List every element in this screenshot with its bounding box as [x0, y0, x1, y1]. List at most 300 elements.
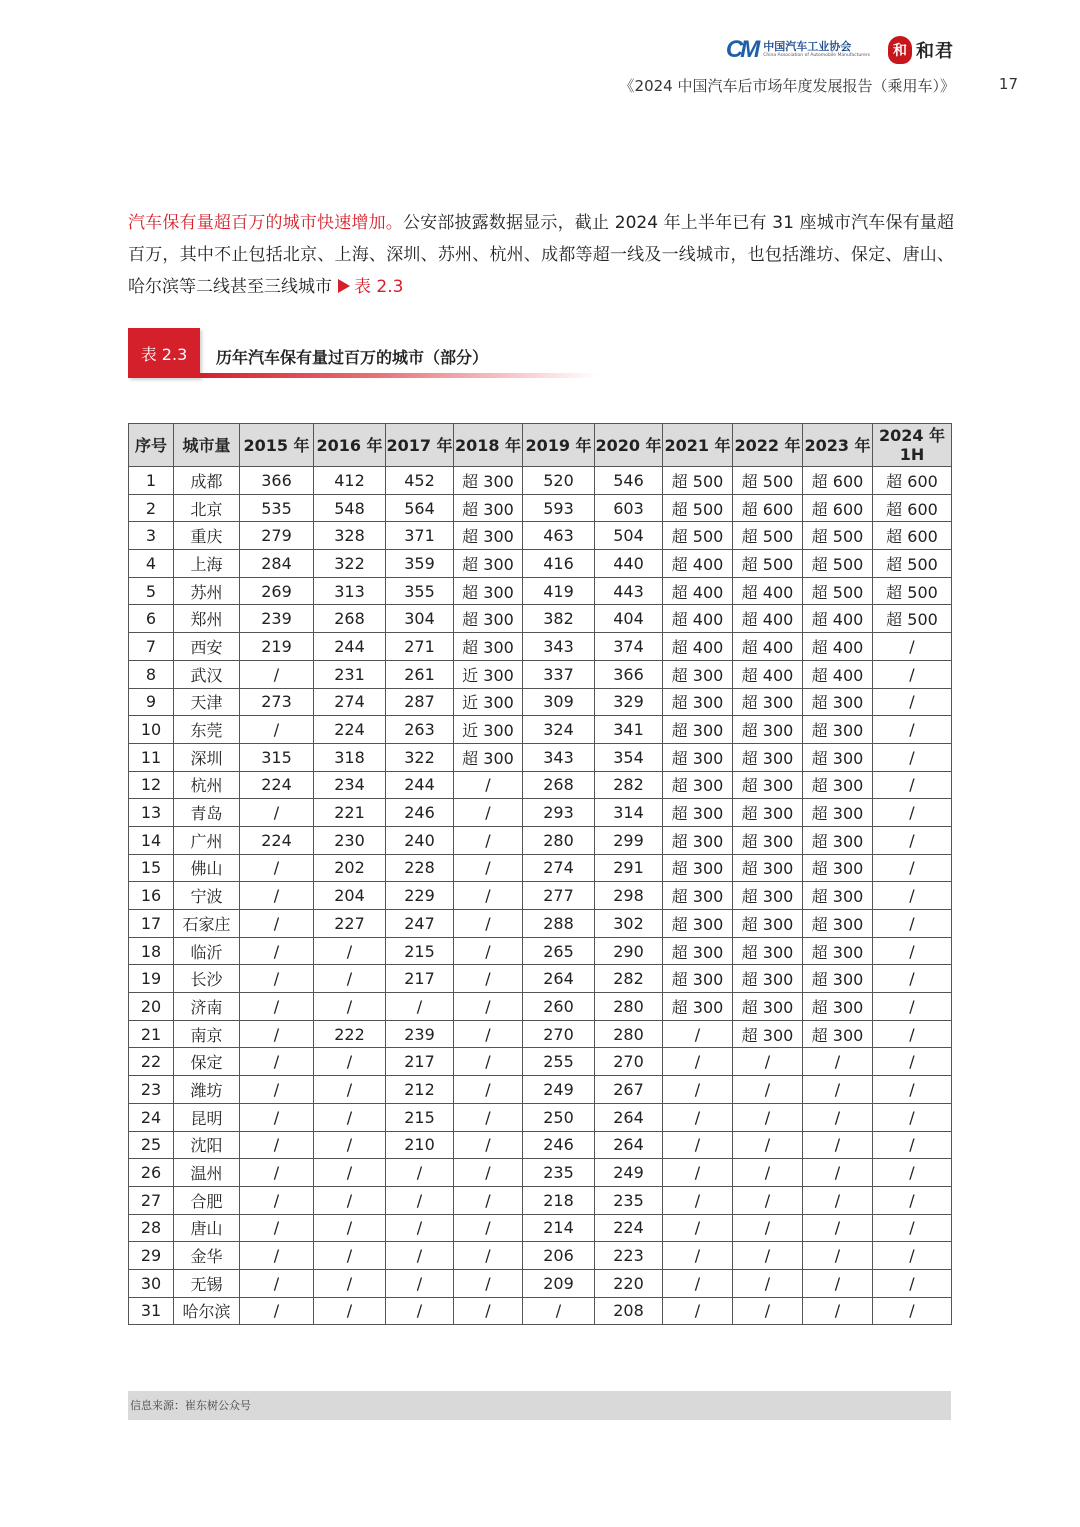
- value-cell: 近 300: [454, 716, 523, 744]
- value-cell: 416: [523, 550, 595, 578]
- value-cell: /: [733, 1048, 803, 1076]
- value-cell: 240: [386, 826, 454, 854]
- value-cell: 264: [595, 1131, 663, 1159]
- row-index-cell: 23: [129, 1076, 174, 1104]
- value-cell: 593: [523, 494, 595, 522]
- value-cell: /: [454, 1269, 523, 1297]
- value-cell: /: [454, 1048, 523, 1076]
- value-cell: 超 400: [803, 605, 873, 633]
- value-cell: 274: [523, 854, 595, 882]
- caam-logo-mark: CM: [725, 36, 758, 63]
- row-index-cell: 24: [129, 1103, 174, 1131]
- value-cell: 超 300: [803, 965, 873, 993]
- value-cell: /: [240, 799, 314, 827]
- table-row: [129, 550, 952, 578]
- value-cell: 314: [595, 799, 663, 827]
- value-cell: 504: [595, 522, 663, 550]
- value-cell: /: [454, 965, 523, 993]
- value-cell: /: [454, 826, 523, 854]
- city-cell: 潍坊: [174, 1076, 240, 1104]
- value-cell: 244: [386, 771, 454, 799]
- value-cell: 366: [240, 467, 314, 495]
- value-cell: /: [873, 633, 952, 661]
- value-cell: /: [523, 1297, 595, 1325]
- value-cell: 超 400: [733, 577, 803, 605]
- value-cell: /: [733, 1076, 803, 1104]
- value-cell: /: [240, 1048, 314, 1076]
- value-cell: /: [454, 1103, 523, 1131]
- table-row: [129, 688, 952, 716]
- value-cell: 204: [314, 882, 386, 910]
- value-cell: 535: [240, 494, 314, 522]
- source-bar: [128, 1391, 951, 1420]
- city-cell: 保定: [174, 1048, 240, 1076]
- value-cell: 超 400: [733, 660, 803, 688]
- value-cell: 221: [314, 799, 386, 827]
- value-cell: 322: [386, 743, 454, 771]
- value-cell: 超 500: [803, 577, 873, 605]
- value-cell: /: [663, 1159, 733, 1187]
- table-header-row: [129, 424, 952, 467]
- value-cell: 235: [595, 1186, 663, 1214]
- value-cell: /: [314, 1297, 386, 1325]
- row-index-cell: 6: [129, 605, 174, 633]
- value-cell: /: [386, 1214, 454, 1242]
- value-cell: /: [240, 660, 314, 688]
- value-cell: /: [240, 1242, 314, 1270]
- value-cell: /: [314, 1214, 386, 1242]
- value-cell: /: [873, 1131, 952, 1159]
- value-cell: 443: [595, 577, 663, 605]
- value-cell: 246: [523, 1131, 595, 1159]
- value-cell: 452: [386, 467, 454, 495]
- row-index-cell: 18: [129, 937, 174, 965]
- value-cell: /: [240, 1269, 314, 1297]
- value-cell: 322: [314, 550, 386, 578]
- table-row: [129, 522, 952, 550]
- value-cell: /: [386, 1269, 454, 1297]
- value-cell: 超 300: [803, 688, 873, 716]
- value-cell: 239: [240, 605, 314, 633]
- city-cell: 上海: [174, 550, 240, 578]
- value-cell: 超 300: [733, 910, 803, 938]
- row-index-cell: 28: [129, 1214, 174, 1242]
- city-cell: 郑州: [174, 605, 240, 633]
- value-cell: /: [386, 1159, 454, 1187]
- value-cell: 279: [240, 522, 314, 550]
- value-cell: 288: [523, 910, 595, 938]
- value-cell: 277: [523, 882, 595, 910]
- value-cell: 超 500: [803, 522, 873, 550]
- value-cell: 超 300: [803, 743, 873, 771]
- caam-logo-text: [763, 41, 870, 58]
- value-cell: 520: [523, 467, 595, 495]
- value-cell: 220: [595, 1269, 663, 1297]
- value-cell: /: [663, 1020, 733, 1048]
- value-cell: /: [240, 1159, 314, 1187]
- city-cell: 佛山: [174, 854, 240, 882]
- value-cell: 210: [386, 1131, 454, 1159]
- value-cell: /: [454, 799, 523, 827]
- value-cell: /: [240, 854, 314, 882]
- city-cell: 北京: [174, 494, 240, 522]
- value-cell: /: [873, 854, 952, 882]
- value-cell: 318: [314, 743, 386, 771]
- table-row: [129, 993, 952, 1021]
- value-cell: /: [240, 1186, 314, 1214]
- value-cell: /: [803, 1186, 873, 1214]
- value-cell: /: [240, 1214, 314, 1242]
- value-cell: 超 300: [803, 854, 873, 882]
- value-cell: 343: [523, 633, 595, 661]
- value-cell: 超 500: [873, 577, 952, 605]
- row-index-cell: 9: [129, 688, 174, 716]
- value-cell: /: [314, 1269, 386, 1297]
- value-cell: 超 500: [663, 522, 733, 550]
- value-cell: 309: [523, 688, 595, 716]
- table-row: [129, 1076, 952, 1104]
- value-cell: /: [386, 993, 454, 1021]
- table-row: [129, 854, 952, 882]
- value-cell: /: [240, 1131, 314, 1159]
- table-row: [129, 716, 952, 744]
- value-cell: /: [873, 1269, 952, 1297]
- value-cell: 超 400: [733, 633, 803, 661]
- value-cell: 超 300: [733, 771, 803, 799]
- city-cell: 临沂: [174, 937, 240, 965]
- value-cell: /: [803, 1103, 873, 1131]
- value-cell: 265: [523, 937, 595, 965]
- value-cell: /: [240, 1103, 314, 1131]
- column-header: 2023 年: [803, 424, 873, 467]
- value-cell: 超 300: [454, 494, 523, 522]
- value-cell: 超 300: [663, 910, 733, 938]
- value-cell: /: [240, 1020, 314, 1048]
- value-cell: 274: [314, 688, 386, 716]
- value-cell: 337: [523, 660, 595, 688]
- value-cell: /: [454, 771, 523, 799]
- value-cell: 355: [386, 577, 454, 605]
- value-cell: 超 500: [733, 550, 803, 578]
- value-cell: /: [733, 1297, 803, 1325]
- value-cell: /: [873, 1103, 952, 1131]
- value-cell: /: [314, 1048, 386, 1076]
- value-cell: 371: [386, 522, 454, 550]
- value-cell: 212: [386, 1076, 454, 1104]
- value-cell: 291: [595, 854, 663, 882]
- value-cell: /: [873, 937, 952, 965]
- value-cell: 328: [314, 522, 386, 550]
- value-cell: 超 300: [803, 771, 873, 799]
- value-cell: /: [873, 743, 952, 771]
- value-cell: 329: [595, 688, 663, 716]
- value-cell: 270: [595, 1048, 663, 1076]
- value-cell: /: [314, 965, 386, 993]
- value-cell: /: [803, 1159, 873, 1187]
- value-cell: 249: [595, 1159, 663, 1187]
- city-cell: 成都: [174, 467, 240, 495]
- table-row: [129, 633, 952, 661]
- value-cell: 564: [386, 494, 454, 522]
- value-cell: 超 300: [803, 993, 873, 1021]
- city-cell: 金华: [174, 1242, 240, 1270]
- city-cell: 广州: [174, 826, 240, 854]
- value-cell: 超 300: [454, 743, 523, 771]
- value-cell: 超 400: [733, 605, 803, 633]
- table-row: [129, 660, 952, 688]
- value-cell: 超 300: [803, 910, 873, 938]
- value-cell: 超 300: [733, 688, 803, 716]
- value-cell: 382: [523, 605, 595, 633]
- row-index-cell: 7: [129, 633, 174, 661]
- value-cell: 546: [595, 467, 663, 495]
- intro-body: 公安部披露数据显示，截止 2024 年上半年已有 31 座城市汽车保有量超百万，其中不止包括北京、上海、深圳、苏州、杭州、成都等超一线及一线城市，也包括潍坊、保定、唐山、哈尔滨等二线甚至三线城市: [128, 213, 954, 297]
- value-cell: 227: [314, 910, 386, 938]
- value-cell: /: [663, 1048, 733, 1076]
- value-cell: 222: [314, 1020, 386, 1048]
- value-cell: /: [873, 799, 952, 827]
- value-cell: /: [454, 1159, 523, 1187]
- value-cell: 224: [314, 716, 386, 744]
- value-cell: 302: [595, 910, 663, 938]
- table-reference: 表 2.3: [354, 277, 404, 297]
- value-cell: 超 600: [733, 494, 803, 522]
- column-header: 2021 年: [663, 424, 733, 467]
- value-cell: 603: [595, 494, 663, 522]
- table-row: [129, 1186, 952, 1214]
- row-index-cell: 8: [129, 660, 174, 688]
- value-cell: /: [803, 1269, 873, 1297]
- value-cell: 超 300: [803, 1020, 873, 1048]
- value-cell: /: [873, 1048, 952, 1076]
- value-cell: 超 300: [663, 688, 733, 716]
- column-header: 2020 年: [595, 424, 663, 467]
- value-cell: 298: [595, 882, 663, 910]
- value-cell: /: [240, 1297, 314, 1325]
- city-cell: 南京: [174, 1020, 240, 1048]
- value-cell: 206: [523, 1242, 595, 1270]
- value-cell: /: [454, 937, 523, 965]
- value-cell: /: [733, 1159, 803, 1187]
- value-cell: /: [663, 1269, 733, 1297]
- value-cell: 374: [595, 633, 663, 661]
- value-cell: 215: [386, 1103, 454, 1131]
- value-cell: 超 300: [663, 937, 733, 965]
- value-cell: 299: [595, 826, 663, 854]
- value-cell: 超 300: [733, 854, 803, 882]
- table-row: [129, 965, 952, 993]
- column-header: 2019 年: [523, 424, 595, 467]
- city-cell: 重庆: [174, 522, 240, 550]
- value-cell: 224: [240, 771, 314, 799]
- value-cell: /: [386, 1242, 454, 1270]
- triangle-arrow-icon: [338, 279, 350, 293]
- value-cell: 超 300: [803, 799, 873, 827]
- value-cell: 超 500: [873, 550, 952, 578]
- value-cell: /: [873, 771, 952, 799]
- value-cell: /: [873, 1076, 952, 1104]
- city-cell: 武汉: [174, 660, 240, 688]
- value-cell: /: [454, 1242, 523, 1270]
- value-cell: 343: [523, 743, 595, 771]
- value-cell: 超 400: [663, 633, 733, 661]
- value-cell: 404: [595, 605, 663, 633]
- value-cell: /: [873, 965, 952, 993]
- value-cell: 超 300: [733, 993, 803, 1021]
- value-cell: 202: [314, 854, 386, 882]
- value-cell: 208: [595, 1297, 663, 1325]
- value-cell: /: [873, 1214, 952, 1242]
- value-cell: 超 300: [803, 882, 873, 910]
- value-cell: 209: [523, 1269, 595, 1297]
- value-cell: 超 300: [733, 965, 803, 993]
- value-cell: 超 300: [733, 826, 803, 854]
- city-cell: 宁波: [174, 882, 240, 910]
- value-cell: 超 300: [733, 937, 803, 965]
- value-cell: /: [873, 1186, 952, 1214]
- value-cell: 超 300: [454, 633, 523, 661]
- value-cell: /: [663, 1076, 733, 1104]
- table-row: [129, 937, 952, 965]
- value-cell: 超 300: [663, 660, 733, 688]
- table-row: [129, 826, 952, 854]
- value-cell: 247: [386, 910, 454, 938]
- value-cell: 超 300: [663, 854, 733, 882]
- row-index-cell: 13: [129, 799, 174, 827]
- value-cell: 250: [523, 1103, 595, 1131]
- value-cell: 近 300: [454, 688, 523, 716]
- row-index-cell: 21: [129, 1020, 174, 1048]
- value-cell: 超 400: [663, 577, 733, 605]
- table-row: [129, 1297, 952, 1325]
- row-index-cell: 2: [129, 494, 174, 522]
- value-cell: /: [873, 1297, 952, 1325]
- value-cell: /: [454, 1131, 523, 1159]
- city-cell: 青岛: [174, 799, 240, 827]
- value-cell: /: [663, 1186, 733, 1214]
- value-cell: 268: [314, 605, 386, 633]
- table-row: [129, 605, 952, 633]
- value-cell: 超 300: [733, 1020, 803, 1048]
- value-cell: 354: [595, 743, 663, 771]
- value-cell: /: [454, 993, 523, 1021]
- row-index-cell: 3: [129, 522, 174, 550]
- value-cell: 463: [523, 522, 595, 550]
- value-cell: 超 600: [873, 522, 952, 550]
- city-cell: 苏州: [174, 577, 240, 605]
- value-cell: 255: [523, 1048, 595, 1076]
- value-cell: 超 300: [663, 965, 733, 993]
- column-header: 2017 年: [386, 424, 454, 467]
- caam-name-en: China Association of Automobile Manufacturers: [763, 52, 870, 58]
- value-cell: 230: [314, 826, 386, 854]
- value-cell: /: [454, 1214, 523, 1242]
- value-cell: 270: [523, 1020, 595, 1048]
- value-cell: /: [873, 910, 952, 938]
- table-row: [129, 799, 952, 827]
- table-row: [129, 494, 952, 522]
- value-cell: 284: [240, 550, 314, 578]
- value-cell: 261: [386, 660, 454, 688]
- value-cell: 229: [386, 882, 454, 910]
- column-header: 2015 年: [240, 424, 314, 467]
- value-cell: 246: [386, 799, 454, 827]
- page-number: 17: [998, 75, 1018, 93]
- value-cell: /: [314, 937, 386, 965]
- column-header: 2018 年: [454, 424, 523, 467]
- table-body: [129, 467, 952, 1325]
- value-cell: /: [873, 826, 952, 854]
- value-cell: 超 500: [873, 605, 952, 633]
- column-header: 2016 年: [314, 424, 386, 467]
- value-cell: 280: [595, 993, 663, 1021]
- value-cell: /: [240, 965, 314, 993]
- value-cell: /: [803, 1131, 873, 1159]
- value-cell: /: [240, 716, 314, 744]
- value-cell: 超 500: [803, 550, 873, 578]
- value-cell: /: [663, 1131, 733, 1159]
- value-cell: 超 300: [803, 826, 873, 854]
- column-header: 城市量: [174, 424, 240, 467]
- value-cell: 231: [314, 660, 386, 688]
- value-cell: 366: [595, 660, 663, 688]
- value-cell: 近 300: [454, 660, 523, 688]
- value-cell: /: [733, 1214, 803, 1242]
- column-header: 2024 年 1H: [873, 424, 952, 467]
- value-cell: 超 300: [733, 716, 803, 744]
- table-row: [129, 1020, 952, 1048]
- table-caption: [128, 328, 598, 378]
- value-cell: /: [314, 1131, 386, 1159]
- value-cell: 293: [523, 799, 595, 827]
- table-row: [129, 1159, 952, 1187]
- value-cell: 214: [523, 1214, 595, 1242]
- row-index-cell: 14: [129, 826, 174, 854]
- value-cell: 217: [386, 1048, 454, 1076]
- city-cell: 哈尔滨: [174, 1297, 240, 1325]
- row-index-cell: 20: [129, 993, 174, 1021]
- value-cell: 超 300: [803, 716, 873, 744]
- value-cell: /: [733, 1131, 803, 1159]
- value-cell: 234: [314, 771, 386, 799]
- value-cell: /: [454, 1297, 523, 1325]
- caam-name-cn: 中国汽车工业协会: [763, 40, 852, 54]
- table-row: [129, 1131, 952, 1159]
- value-cell: /: [240, 882, 314, 910]
- value-cell: 超 300: [733, 799, 803, 827]
- value-cell: /: [873, 993, 952, 1021]
- city-cell: 唐山: [174, 1214, 240, 1242]
- caam-logo: [726, 36, 870, 64]
- value-cell: 260: [523, 993, 595, 1021]
- value-cell: 239: [386, 1020, 454, 1048]
- value-cell: 264: [595, 1103, 663, 1131]
- value-cell: 359: [386, 550, 454, 578]
- value-cell: /: [803, 1297, 873, 1325]
- value-cell: /: [873, 660, 952, 688]
- row-index-cell: 15: [129, 854, 174, 882]
- value-cell: 412: [314, 467, 386, 495]
- running-title: 《2024 中国汽车后市场年度发展报告（乘用车）》: [619, 77, 955, 95]
- value-cell: 217: [386, 965, 454, 993]
- table-row: [129, 1269, 952, 1297]
- value-cell: 548: [314, 494, 386, 522]
- hejun-seal-icon: 和: [888, 36, 912, 64]
- value-cell: 超 300: [663, 716, 733, 744]
- value-cell: 419: [523, 577, 595, 605]
- value-cell: 215: [386, 937, 454, 965]
- value-cell: 280: [523, 826, 595, 854]
